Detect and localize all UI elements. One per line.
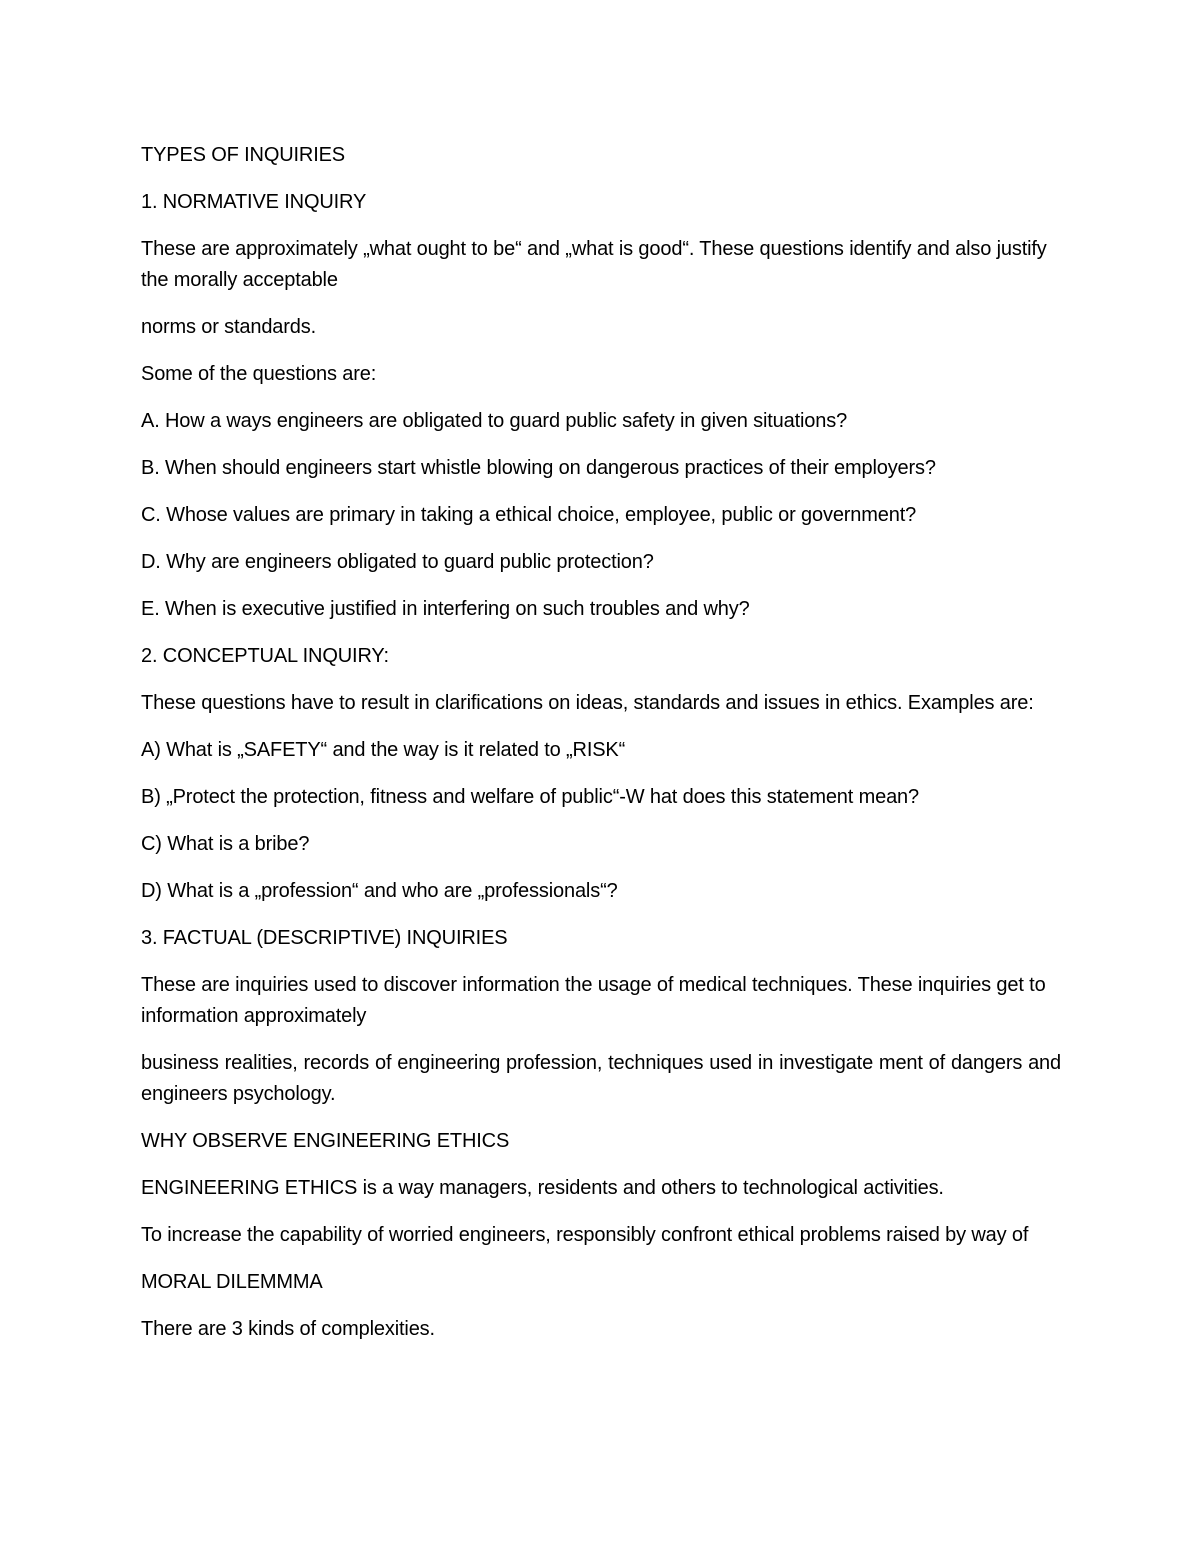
conceptual-question-a: A) What is „SAFETY“ and the way is it related to „RISK“	[141, 739, 626, 761]
moral-dilemma-text: There are 3 kinds of complexities.	[141, 1318, 435, 1340]
section-heading-normative: 1. NORMATIVE INQUIRY	[141, 191, 367, 213]
section-heading-moral-dilemma: MORAL DILEMMMA	[141, 1271, 323, 1293]
section-heading-conceptual: 2. CONCEPTUAL INQUIRY:	[141, 645, 389, 667]
why-ethics-purpose: To increase the capability of worried engineers, responsibly confront ethical problems raised by way of	[141, 1224, 1029, 1246]
normative-question-d: D. Why are engineers obligated to guard public protection?	[141, 551, 654, 573]
normative-intro: These are approximately „what ought to be“ and „what is good“. These questions identify and also justify the morally acceptable	[141, 238, 1047, 291]
normative-question-a: A. How a ways engineers are obligated to guard public safety in given situations?	[141, 410, 848, 432]
normative-question-c: C. Whose values are primary in taking a ethical choice, employee, public or government?	[141, 504, 917, 526]
section-heading-factual: 3. FACTUAL (DESCRIPTIVE) INQUIRIES	[141, 927, 508, 949]
document-body	[141, 140, 1061, 1361]
normative-intro-continued: norms or standards.	[141, 316, 317, 338]
factual-intro-continued: business realities, records of engineering profession, techniques used in investigate ment of dangers and engineers psychology.	[141, 1052, 1061, 1105]
conceptual-question-c: C) What is a bribe?	[141, 833, 310, 855]
conceptual-intro: These questions have to result in clarifications on ideas, standards and issues in ethics. Examples are:	[141, 692, 1034, 714]
normative-question-e: E. When is executive justified in interfering on such troubles and why?	[141, 598, 750, 620]
factual-intro: These are inquiries used to discover information the usage of medical techniques. These inquiries get to information approximately	[141, 974, 1046, 1027]
why-ethics-definition: ENGINEERING ETHICS is a way managers, residents and others to technological activities.	[141, 1177, 944, 1199]
conceptual-question-b: B) „Protect the protection, fitness and welfare of public“-W hat does this statement mean?	[141, 786, 919, 808]
conceptual-question-d: D) What is a „profession“ and who are „professionals“?	[141, 880, 618, 902]
normative-question-b: B. When should engineers start whistle blowing on dangerous practices of their employers?	[141, 457, 936, 479]
normative-lead: Some of the questions are:	[141, 363, 377, 385]
document-title: TYPES OF INQUIRIES	[141, 144, 345, 166]
section-heading-why-ethics: WHY OBSERVE ENGINEERING ETHICS	[141, 1130, 510, 1152]
